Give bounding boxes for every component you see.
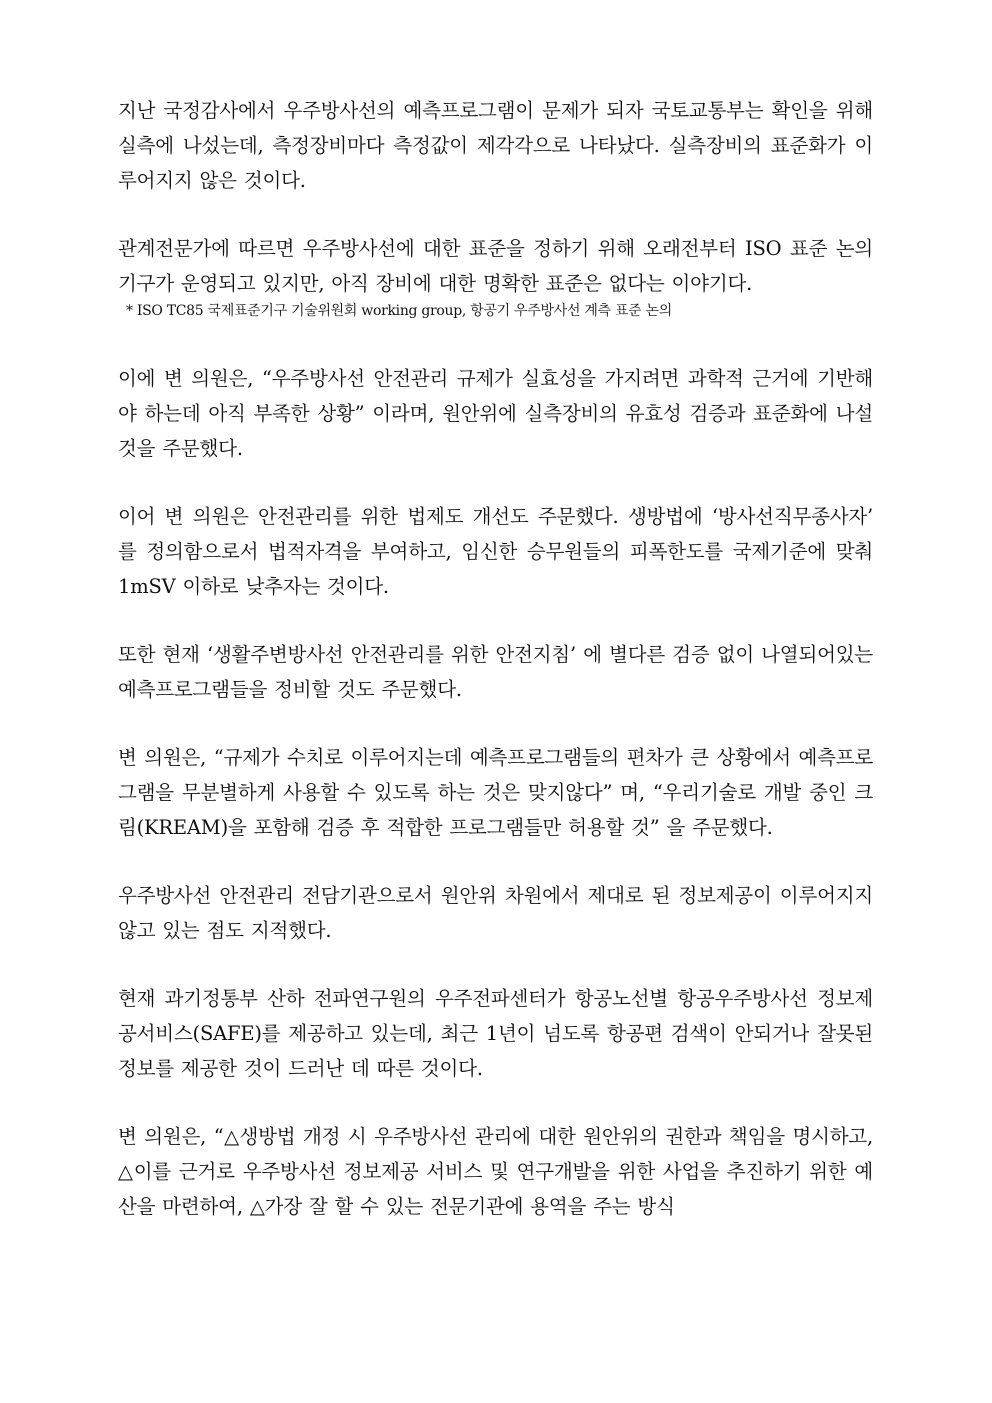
paragraph-2: 관계전문가에 따르면 우주방사선에 대한 표준을 정하기 위해 오래전부터 ISO 표준 논의기구가 운영되고 있지만, 아직 장비에 대한 명확한 표준은 없다는 이야기다. — [118, 237, 873, 295]
paragraph-1: 지난 국정감사에서 우주방사선의 예측프로그램이 문제가 되자 국토교통부는 확인을 위해 실측에 나섰는데, 측정장비마다 측정값이 제각각으로 나타났다. 실측장비의 표준화가 이루어지지 않은 것이다. — [118, 99, 873, 192]
paragraph-6: 변 의원은, “규제가 수치로 이루어지는데 예측프로그램들의 편차가 큰 상황에서 예측프로그램을 무분별하게 사용할 수 있도록 하는 것은 맞지않다” 며, “우리기술로 개발 중인 크림(KREAM)을 포함해 검증 후 적합한 프로그램들만 허용할 것” 을 주문했다. — [118, 746, 873, 839]
footnote: * ISO TC85 국제표준기구 기술위원회 working group, 항공기 우주방사선 계측 표준 논의 — [126, 303, 672, 319]
paragraph-5: 또한 현재 ‘생활주변방사선 안전관리를 위한 안전지침’ 에 별다른 검증 없이 나열되어있는 예측프로그램들을 정비할 것도 주문했다. — [118, 643, 873, 701]
paragraph-3: 이에 변 의원은, “우주방사선 안전관리 규제가 실효성을 가지려면 과학적 근거에 기반해야 하는데 아직 부족한 상황” 이라며, 원안위에 실측장비의 유효성 검증과 표준화에 나설 것을 주문했다. — [118, 367, 873, 460]
paragraph-7: 우주방사선 안전관리 전담기관으로서 원안위 차원에서 제대로 된 정보제공이 이루어지지 않고 있는 점도 지적했다. — [118, 884, 873, 942]
paragraph-9: 변 의원은, “△생방법 개정 시 우주방사선 관리에 대한 원안위의 권한과 책임을 명시하고, △이를 근거로 우주방사선 정보제공 서비스 및 연구개발을 위한 사업을 추진하기 위한 예산을 마련하여, △가장 잘 할 수 있는 전문기관에 용역을 주는 방식 — [118, 1125, 873, 1218]
paragraph-8: 현재 과기정통부 산하 전파연구원의 우주전파센터가 항공노선별 항공우주방사선 정보제공서비스(SAFE)를 제공하고 있는데, 최근 1년이 넘도록 항공편 검색이 안되거나 잘못된 정보를 제공한 것이 드러난 데 따른 것이다. — [118, 987, 873, 1080]
document-page — [118, 93, 873, 1257]
paragraph-4: 이어 변 의원은 안전관리를 위한 법제도 개선도 주문했다. 생방법에 ‘방사선직무종사자’ 를 정의함으로서 법적자격을 부여하고, 임신한 승무원들의 피폭한도를 국제기준에 맞춰 1mSV 이하로 낮추자는 것이다. — [118, 505, 873, 598]
